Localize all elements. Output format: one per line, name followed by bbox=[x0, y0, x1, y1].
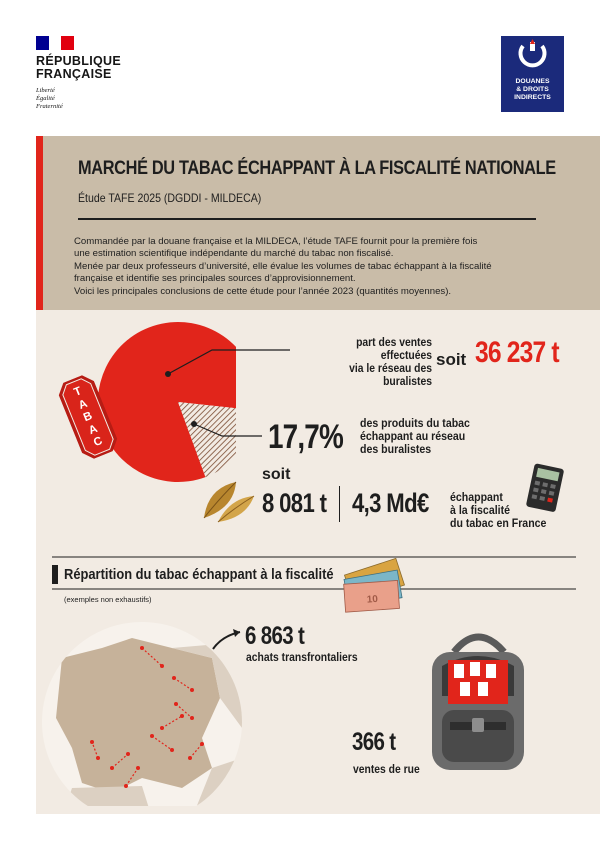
hors-reseau-line1: des produits du tabac bbox=[360, 418, 470, 430]
hors-reseau-percent: 17,7% bbox=[268, 418, 343, 456]
buralistes-line2: via le réseau des buralistes bbox=[349, 363, 432, 388]
montant-value: 4,3 Md€ bbox=[352, 488, 429, 518]
motto-fraternite: Fraternité bbox=[36, 103, 63, 110]
rue-label: ventes de rue bbox=[353, 764, 420, 776]
connector-buralistes bbox=[168, 350, 290, 374]
page-title: MARCHÉ DU TABAC ÉCHAPPANT À LA FISCALITÉ NATIONALE bbox=[78, 158, 556, 179]
repartition-note: (exemples non exhaustifs) bbox=[64, 595, 152, 604]
france-map-icon bbox=[42, 618, 242, 806]
rue-value: 366 t bbox=[352, 728, 396, 756]
transfrontaliers-label: achats transfrontaliers bbox=[246, 652, 358, 664]
gov-name-line1: RÉPUBLIQUE bbox=[36, 54, 121, 68]
tabac-letter: A bbox=[86, 422, 100, 437]
banknotes-icon bbox=[336, 548, 414, 626]
intro-line: Voici les principales conclusions de cette étude pour l’année 2023 (quantités moyennes). bbox=[74, 285, 452, 297]
tabac-letter: T bbox=[72, 385, 84, 399]
intro-line: Commandée par la douane française et la MILDECA, l’étude TAFE fournit pour la première fois bbox=[74, 236, 478, 247]
connector-hors-reseau bbox=[194, 424, 262, 436]
intro-line: française et identifie ses principales sources d’approvisionnement. bbox=[74, 273, 356, 285]
repartition-title: Répartition du tabac échappant à la fiscalité bbox=[64, 566, 334, 583]
intro-line: une estimation scientifique indépendante du marché du tabac non fiscalisé. bbox=[74, 248, 394, 260]
hors-reseau-line2: échappant au réseau bbox=[360, 431, 466, 443]
echappant-line3: du tabac en France bbox=[450, 518, 547, 530]
tobacco-leaf-icon bbox=[200, 478, 258, 526]
hors-reseau-label bbox=[360, 418, 470, 457]
page-subtitle: Étude TAFE 2025 (DGDDI - MILDECA) bbox=[78, 191, 262, 205]
banknote-label: 10 bbox=[366, 593, 379, 606]
buralistes-label bbox=[310, 337, 432, 389]
echappant-line1: échappant bbox=[450, 492, 503, 504]
buralistes-line1: part des ventes effectuées bbox=[356, 337, 432, 362]
tabac-letter: B bbox=[81, 409, 95, 425]
buralistes-soit: soit bbox=[436, 350, 467, 369]
value-separator bbox=[339, 486, 340, 522]
douane-line3: INDIRECTS bbox=[514, 94, 551, 101]
section-marker bbox=[52, 565, 58, 584]
tabac-letter: A bbox=[76, 397, 90, 412]
backpack-icon bbox=[418, 626, 538, 776]
motto-egalite: Égalité bbox=[36, 95, 55, 102]
tonnage-value: 8 081 t bbox=[262, 488, 327, 518]
intro-line: Menée par deux professeurs d’université, elle évalue les volumes de tabac échappant à la fiscalité bbox=[74, 260, 492, 272]
transfrontaliers-value: 6 863 t bbox=[245, 622, 305, 650]
buralistes-value: 36 237 t bbox=[475, 336, 559, 369]
gov-name-line2: FRANÇAISE bbox=[36, 67, 112, 81]
douane-line2: & DROITS bbox=[516, 86, 549, 93]
hors-reseau-line3: des buralistes bbox=[360, 444, 432, 456]
motto-liberte: Liberté bbox=[36, 87, 55, 94]
calculator-icon bbox=[524, 462, 568, 514]
tabac-letter: C bbox=[92, 434, 105, 450]
douane-line1: DOUANES bbox=[515, 78, 550, 85]
soit-label: soit bbox=[262, 466, 291, 483]
echappant-line2: à la fiscalité bbox=[450, 505, 511, 517]
